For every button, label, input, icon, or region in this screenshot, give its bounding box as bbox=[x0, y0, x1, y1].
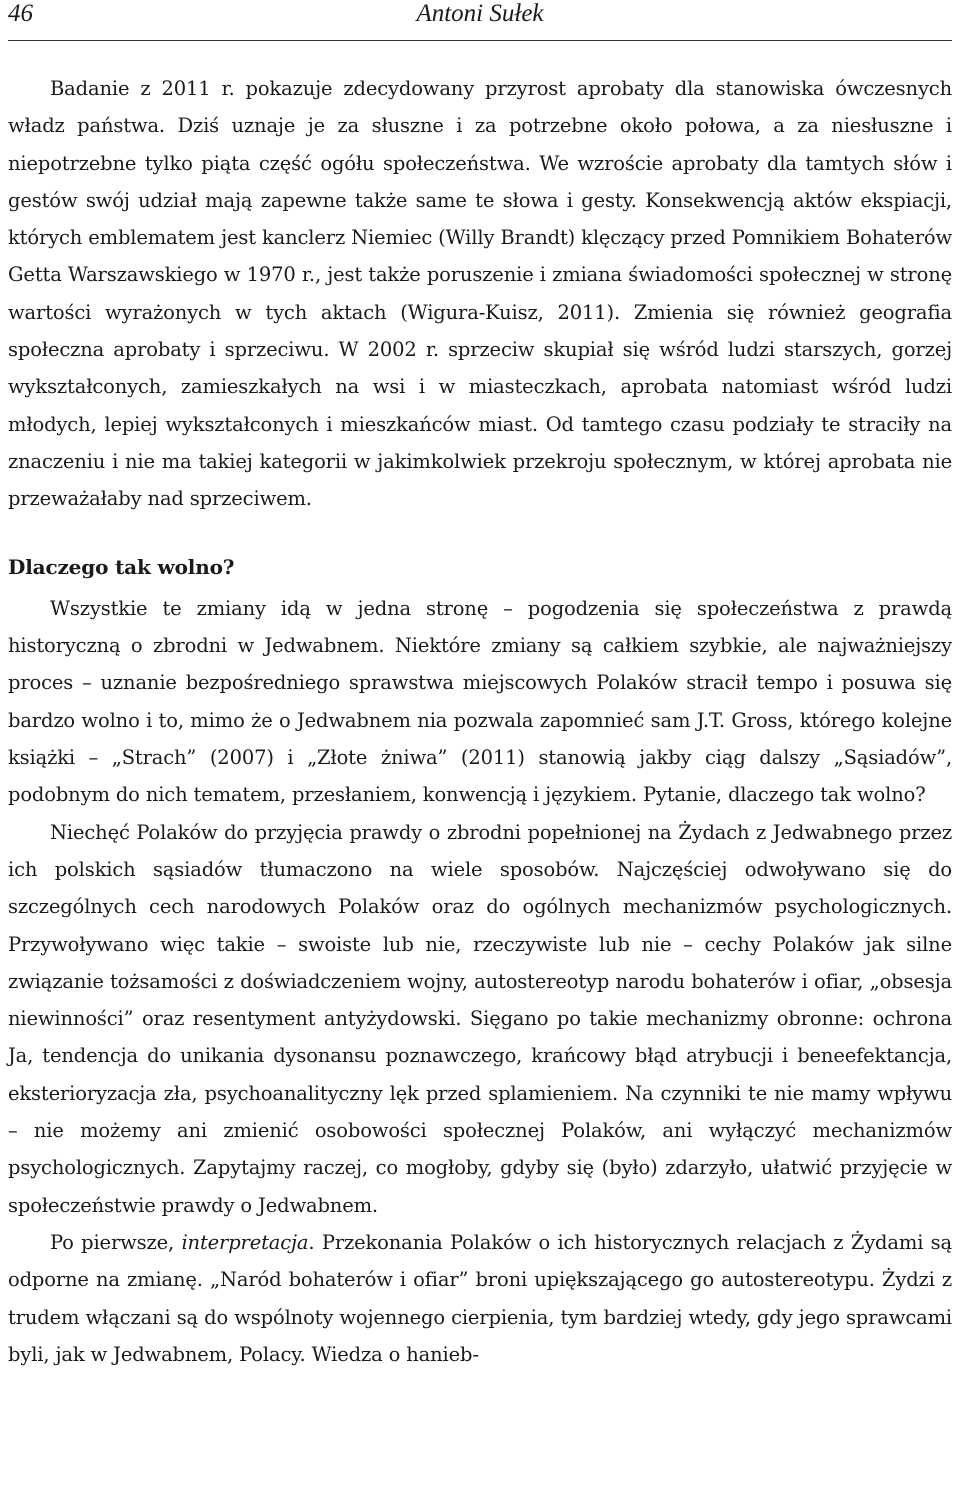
paragraph-reluctance: Niechęć Polaków do przyjęcia prawdy o zbrodni popełnionej na Żydach z Jedwabnego przez ich polskich sąsiadów tłumaczono na wiele sposobów. Najczęściej odwoływano się do szczególnych cech narodowych Polaków oraz do ogólnych mechanizmów psychologicznych. Przywoływano więc takie – swoiste lub nie, rzeczywiste lub nie – cechy Polaków jak silne związanie tożsamości z doświadczeniem wojny, autostereotyp narodu bohaterów i ofiar, „obsesja niewinności” oraz resentyment antyżydowski. Sięgano po takie mechanizmy obronne: ochrona Ja, tendencja do unikania dysonansu poznawczego, krańcowy błąd atrybucji i beneefektancja, eksterioryzacja zła, psychoanalityczny lęk przed splamieniem. Na czynniki te nie mamy wpływu – nie możemy ani zmienić osobowości społecznej Polaków, ani wyłączyć mechanizmów psychologicznych. Zapytajmy raczej, co mogłoby, gdyby się (było) zdarzyło, ułatwić przyjęcie w społeczeństwie prawdy o Jedwabnem. bbox=[8, 820, 952, 1217]
paragraph-changes: Wszystkie te zmiany idą w jedna stronę – pogodzenia się społeczeństwa z prawdą historyczną o zbrodni w Jedwabnem. Niektóre zmiany są całkiem szybkie, ale najważniejszy proces – uznanie bezpośredniego sprawstwa miejscowych Polaków stracił tempo i posuwa się bardzo wolno i to, mimo że o Jedwabnem nia pozwala zapomnieć sam J.T. Gross, którego kolejne książki – „Strach” (2007) i „Złote żniwa” (2011) stanowią jakby ciąg dalszy „Sąsiadów”, podobnym do nich tematem, przesłaniem, konwencją i językiem. Pytanie, dlaczego tak wolno? bbox=[8, 596, 952, 807]
paragraph-lead: Po pierwsze, bbox=[50, 1230, 182, 1254]
paragraph-rest: . Przekonania Polaków o ich historycznych relacjach z Żydami są odporne na zmianę. „Naród bohaterów i ofiar” broni upiększającego go autostereotypu. Żydzi z trudem włączani są do wspólnoty wojennego cierpienia, tym bardziej wtedy, gdy jego sprawcami byli, jak w Jedwabnem, Polacy. Wiedza o hanieb- bbox=[8, 1230, 952, 1366]
page-number: 46 bbox=[8, 0, 33, 27]
header-rule bbox=[8, 40, 952, 41]
running-head-author: Antoni Sułek bbox=[416, 0, 544, 27]
term-interpretacja: interpretacja bbox=[181, 1230, 309, 1254]
section-heading: Dlaczego tak wolno? bbox=[8, 554, 235, 579]
page-body bbox=[8, 70, 952, 1373]
page-header bbox=[8, 0, 952, 34]
paragraph-survey-2011: Badanie z 2011 r. pokazuje zdecydowany przyrost aprobaty dla stanowiska ówczesnych władz państwa. Dziś uznaje je za słuszne i za potrzebne około połowa, a za niesłuszne i niepotrzebne tylko piąta część ogółu społeczeństwa. We wzroście aprobaty dla tamtych słów i gestów swój udział mają zapewne także same te słowa i gesty. Konsekwencją aktów ekspiacji, których emblematem jest kanclerz Niemiec (Willy Brandt) klęczący przed Pomnikiem Bohaterów Getta Warszawskiego w 1970 r., jest także poruszenie i zmiana świadomości społecznej w stronę wartości wyrażonych w tych aktach (Wigura-Kuisz, 2011). Zmienia się również geografia społeczna aprobaty i sprzeciwu. W 2002 r. sprzeciw skupiał się wśród ludzi starszych, gorzej wykształconych, zamieszkałych na wsi i w miasteczkach, aprobata natomiast wśród ludzi młodych, lepiej wykształconych i mieszkańców miast. Od tamtego czasu podziały te straciły na znaczeniu i nie ma takiej kategorii w jakimkolwiek przekroju społecznym, w której aprobata nie przeważałaby nad sprzeciwem. bbox=[8, 77, 952, 511]
paragraph-interpretation bbox=[8, 1224, 952, 1373]
